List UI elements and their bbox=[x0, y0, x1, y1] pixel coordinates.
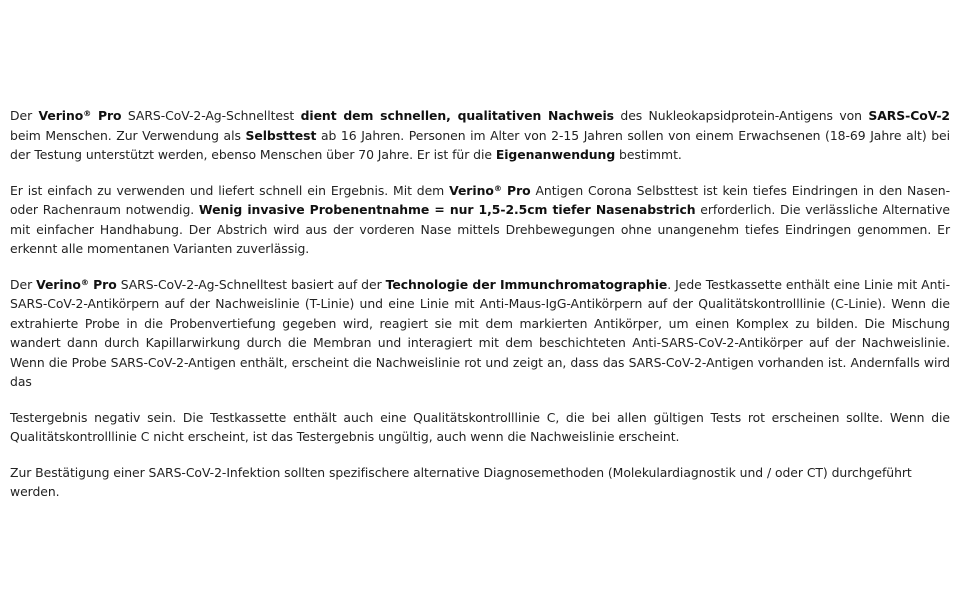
paragraph-intended-use: Der Verino® Pro SARS-CoV-2-Ag-Schnelltest dient dem schnellen, qualitativen Nachweis des Nukleokapsidprotein-Antigens von SARS-CoV-2 beim Menschen. Zur Verwendung als Selbsttest ab 16 Jahren. Personen im Alter von 2-15 Jahren sollen von einem Erwachsenen (18-69 Jahre alt) bei der Testung unterstützt werden, ebenso Menschen über 70 Jahre. Er ist für die Eigenanwendung bestimmt. bbox=[10, 108, 951, 162]
paragraph-ease-of-use: Er ist einfach zu verwenden und liefert schnell ein Ergebnis. Mit dem Verino® Pro Antigen Corona Selbsttest ist kein tiefes Eindringen in den Nasen- oder Rachenraum notwendig. Wenig invasive Probenentnahme = nur 1,5-2.5cm tiefer Nasenabstrich erforderlich. Die verlässliche Alternative mit einfacher Handhabung. Der Abstrich wird aus der vorderen Nase mittels Drehbewegungen ohne unangenehm tiefes Eindringen genommen. Er erkennt alle momentanen Varianten zuverlässig. bbox=[10, 182, 951, 256]
brand-name: Verino® Pro bbox=[38, 108, 122, 123]
paragraph-technology: Der Verino® Pro SARS-CoV-2-Ag-Schnelltest basiert auf der Technologie der Immunchromatographie. Jede Testkassette enthält eine Linie mit Anti-SARS-CoV-2-Antikörpern auf der Nachweislinie (T-Linie) und eine Linie mit Anti-Maus-IgG-Antikörpern auf der Qualitätskontrolllinie (C-Linie). Wenn die extrahierte Probe in die Probenvertiefung gegeben wird, reagiert sie mit dem markierten Antikörper, um einen Komplex zu bilden. Die Mischung wandert dann durch Kapillarwirkung durch die Membran und interagiert mit dem beschichteten Anti-SARS-CoV-2-Antikörper auf der Nachweislinie. Wenn die Probe SARS-CoV-2-Antigen enthält, erscheint die Nachweislinie rot und zeigt an, dass das SARS-CoV-2-Antigen vorhanden ist. Andernfalls wird das bbox=[10, 276, 950, 389]
brand-name: Verino® Pro bbox=[36, 276, 117, 292]
paragraph-test-result: Testergebnis negativ sein. Die Testkassette enthält auch eine Qualitätskontrolllinie C, die bei allen gültigen Tests rot erscheinen sollte. Wenn die Qualitätskontrolllinie C nicht erscheint, ist das Testergebnis ungültig, auch wenn die Nachweislinie erscheint. bbox=[10, 409, 950, 444]
paragraph-confirmation: Zur Bestätigung einer SARS-CoV-2-Infektion sollten spezifischere alternative Diagnosemethoden (Molekulardiagnostik und / oder CT) durchgeführt werden. bbox=[10, 464, 912, 499]
product-description bbox=[10, 106, 950, 502]
brand-name: Verino® Pro bbox=[449, 182, 531, 198]
